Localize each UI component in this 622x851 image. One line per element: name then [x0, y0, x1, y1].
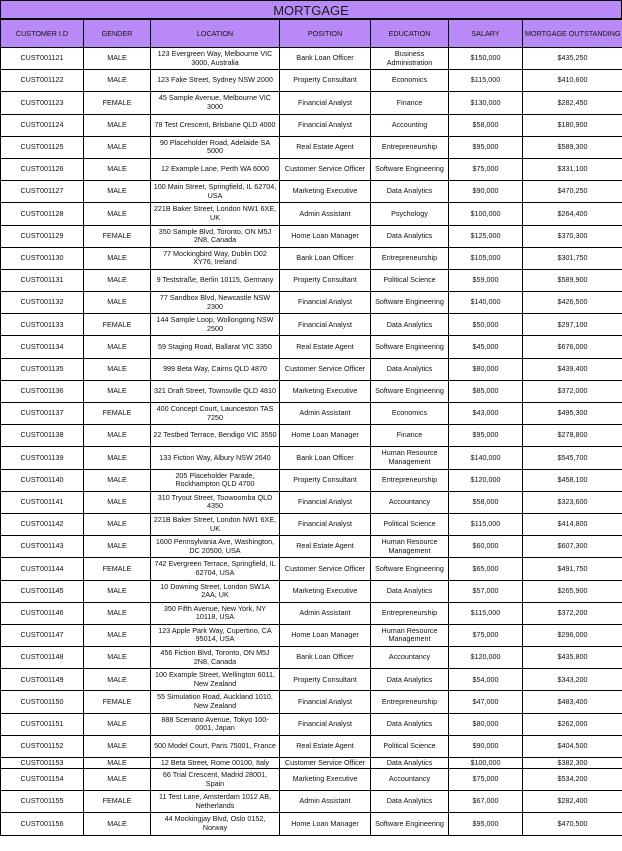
position-cell[interactable]: Bank Loan Officer — [280, 447, 371, 469]
customer-id-cell[interactable]: CUST001129 — [1, 225, 84, 247]
mortgage-cell[interactable]: $282,400 — [523, 791, 622, 813]
position-cell[interactable]: Marketing Executive — [280, 380, 371, 402]
table-row — [1, 813, 622, 835]
salary-cell[interactable]: $58,000 — [449, 114, 523, 136]
table-row — [1, 403, 622, 425]
education-cell[interactable]: Human Resource Management — [371, 536, 449, 558]
position-cell[interactable]: Customer Service Officer — [280, 158, 371, 180]
table-row — [1, 691, 622, 713]
location-cell[interactable]: 1600 Pennsylvania Ave, Washington, DC 20500, USA — [151, 536, 280, 558]
table-row — [1, 358, 622, 380]
gender-cell[interactable]: MALE — [84, 425, 151, 447]
salary-cell[interactable]: $120,000 — [449, 469, 523, 491]
salary-cell[interactable]: $67,000 — [449, 791, 523, 813]
gender-cell[interactable]: MALE — [84, 181, 151, 203]
position-cell[interactable]: Financial Analyst — [280, 513, 371, 535]
customer-id-cell[interactable]: CUST001148 — [1, 647, 84, 669]
position-cell[interactable]: Admin Assistant — [280, 403, 371, 425]
table-row — [1, 114, 622, 136]
mortgage-cell[interactable]: $278,800 — [523, 425, 622, 447]
gender-cell[interactable]: FEMALE — [84, 791, 151, 813]
mortgage-cell[interactable]: $372,000 — [523, 380, 622, 402]
gender-cell[interactable]: MALE — [84, 292, 151, 314]
customer-id-cell[interactable]: CUST001143 — [1, 536, 84, 558]
table-row — [1, 469, 622, 491]
customer-id-cell[interactable]: CUST001147 — [1, 624, 84, 646]
customer-id-cell[interactable]: CUST001123 — [1, 92, 84, 114]
mortgage-cell[interactable]: $676,000 — [523, 336, 622, 358]
gender-cell[interactable]: MALE — [84, 513, 151, 535]
education-cell[interactable]: Human Resource Management — [371, 624, 449, 646]
table-row — [1, 380, 622, 402]
position-cell[interactable]: Home Loan Manager — [280, 813, 371, 835]
table-row — [1, 203, 622, 225]
table-row — [1, 713, 622, 735]
gender-cell[interactable]: MALE — [84, 624, 151, 646]
mortgage-cell[interactable]: $370,300 — [523, 225, 622, 247]
column-header-position[interactable]: POSITION — [280, 20, 371, 48]
salary-cell[interactable]: $75,000 — [449, 624, 523, 646]
location-cell[interactable]: 400 Concept Court, Launceston TAS 7250 — [151, 403, 280, 425]
gender-cell[interactable]: MALE — [84, 247, 151, 269]
customer-id-cell[interactable]: CUST001146 — [1, 602, 84, 624]
salary-cell[interactable]: $59,000 — [449, 269, 523, 291]
customer-id-cell[interactable]: CUST001156 — [1, 813, 84, 835]
mortgage-cell[interactable]: $435,250 — [523, 48, 622, 70]
mortgage-cell[interactable]: $491,750 — [523, 558, 622, 580]
gender-cell[interactable]: MALE — [84, 813, 151, 835]
gender-cell[interactable]: MALE — [84, 136, 151, 158]
education-cell[interactable]: Data Analytics — [371, 791, 449, 813]
salary-cell[interactable]: $95,000 — [449, 136, 523, 158]
table-row — [1, 536, 622, 558]
salary-cell[interactable]: $150,000 — [449, 48, 523, 70]
customer-id-cell[interactable]: CUST001131 — [1, 269, 84, 291]
mortgage-cell[interactable]: $589,900 — [523, 269, 622, 291]
mortgage-cell[interactable]: $372,200 — [523, 602, 622, 624]
position-cell[interactable]: Home Loan Manager — [280, 425, 371, 447]
column-header-gender[interactable]: GENDER — [84, 20, 151, 48]
mortgage-cell[interactable]: $331,100 — [523, 158, 622, 180]
customer-id-cell[interactable]: CUST001152 — [1, 735, 84, 757]
education-cell[interactable]: Data Analytics — [371, 669, 449, 691]
customer-id-cell[interactable]: CUST001130 — [1, 247, 84, 269]
location-cell[interactable]: 66 Trial Crescent, Madrid 28001, Spain — [151, 769, 280, 791]
customer-id-cell[interactable]: CUST001132 — [1, 292, 84, 314]
location-cell[interactable]: 350 Sample Blvd, Toronto, ON M5J 2N8, Canada — [151, 225, 280, 247]
education-cell[interactable]: Software Engineering — [371, 336, 449, 358]
mortgage-cell[interactable]: $296,000 — [523, 624, 622, 646]
mortgage-cell[interactable]: $545,700 — [523, 447, 622, 469]
education-cell[interactable]: Entrepreneurship — [371, 691, 449, 713]
gender-cell[interactable]: MALE — [84, 580, 151, 602]
position-cell[interactable]: Property Consultant — [280, 669, 371, 691]
education-cell[interactable]: Accountancy — [371, 769, 449, 791]
column-header-customer-id[interactable]: CUSTOMER I.D — [1, 20, 84, 48]
salary-cell[interactable]: $140,000 — [449, 447, 523, 469]
salary-cell[interactable]: $50,000 — [449, 314, 523, 336]
mortgage-cell[interactable]: $404,500 — [523, 735, 622, 757]
mortgage-cell[interactable]: $382,300 — [523, 758, 622, 769]
education-cell[interactable]: Entrepreneurship — [371, 469, 449, 491]
customer-id-cell[interactable]: CUST001150 — [1, 691, 84, 713]
customer-id-cell[interactable]: CUST001141 — [1, 491, 84, 513]
salary-cell[interactable]: $115,000 — [449, 602, 523, 624]
gender-cell[interactable]: FEMALE — [84, 225, 151, 247]
salary-cell[interactable]: $120,000 — [449, 647, 523, 669]
position-cell[interactable]: Financial Analyst — [280, 691, 371, 713]
salary-cell[interactable]: $125,000 — [449, 225, 523, 247]
education-cell[interactable]: Data Analytics — [371, 713, 449, 735]
location-cell[interactable]: 456 Fiction Blvd, Toronto, ON M5J 2N8, Canada — [151, 647, 280, 669]
gender-cell[interactable]: MALE — [84, 602, 151, 624]
education-cell[interactable]: Accounting — [371, 114, 449, 136]
education-cell[interactable]: Data Analytics — [371, 580, 449, 602]
mortgage-cell[interactable]: $470,250 — [523, 181, 622, 203]
table-row — [1, 735, 622, 757]
mortgage-cell[interactable]: $483,400 — [523, 691, 622, 713]
customer-id-cell[interactable]: CUST001124 — [1, 114, 84, 136]
customer-id-cell[interactable]: CUST001136 — [1, 380, 84, 402]
table-row — [1, 92, 622, 114]
gender-cell[interactable]: MALE — [84, 647, 151, 669]
education-cell[interactable]: Entrepreneurship — [371, 136, 449, 158]
position-cell[interactable]: Bank Loan Officer — [280, 48, 371, 70]
table-row — [1, 269, 622, 291]
table-row — [1, 158, 622, 180]
gender-cell[interactable]: MALE — [84, 447, 151, 469]
education-cell[interactable]: Economics — [371, 70, 449, 92]
salary-cell[interactable]: $47,000 — [449, 691, 523, 713]
header-row — [1, 20, 622, 48]
location-cell[interactable]: 22 Testbed Terrace, Bendigo VIC 3550 — [151, 425, 280, 447]
salary-cell[interactable]: $57,000 — [449, 580, 523, 602]
position-cell[interactable]: Bank Loan Officer — [280, 647, 371, 669]
gender-cell[interactable]: MALE — [84, 203, 151, 225]
salary-cell[interactable]: $95,000 — [449, 425, 523, 447]
position-cell[interactable]: Property Consultant — [280, 269, 371, 291]
table-row — [1, 558, 622, 580]
mortgage-cell[interactable]: $470,500 — [523, 813, 622, 835]
salary-cell[interactable]: $85,000 — [449, 380, 523, 402]
mortgage-cell[interactable]: $180,900 — [523, 114, 622, 136]
position-cell[interactable]: Bank Loan Officer — [280, 247, 371, 269]
location-cell[interactable]: 221B Baker Street, London NW1 6XE, UK — [151, 513, 280, 535]
location-cell[interactable]: 500 Model Court, Paris 75001, France — [151, 735, 280, 757]
salary-cell[interactable]: $105,000 — [449, 247, 523, 269]
mortgage-cell[interactable]: $607,300 — [523, 536, 622, 558]
table-row — [1, 70, 622, 92]
location-cell[interactable]: 321 Draft Street, Townsville QLD 4810 — [151, 380, 280, 402]
education-cell[interactable]: Data Analytics — [371, 225, 449, 247]
table-row — [1, 336, 622, 358]
education-cell[interactable]: Entrepreneurship — [371, 247, 449, 269]
table-row — [1, 314, 622, 336]
position-cell[interactable]: Financial Analyst — [280, 292, 371, 314]
education-cell[interactable]: Economics — [371, 403, 449, 425]
mortgage-cell[interactable]: $414,800 — [523, 513, 622, 535]
mortgage-table — [0, 19, 622, 836]
customer-id-cell[interactable]: CUST001122 — [1, 70, 84, 92]
mortgage-cell[interactable]: $301,750 — [523, 247, 622, 269]
gender-cell[interactable]: FEMALE — [84, 403, 151, 425]
position-cell[interactable]: Customer Service Officer — [280, 758, 371, 769]
table-row — [1, 447, 622, 469]
position-cell[interactable]: Financial Analyst — [280, 314, 371, 336]
column-header-location[interactable]: LOCATION — [151, 20, 280, 48]
location-cell[interactable]: 133 Fiction Way, Albury NSW 2640 — [151, 447, 280, 469]
position-cell[interactable]: Admin Assistant — [280, 602, 371, 624]
education-cell[interactable]: Software Engineering — [371, 558, 449, 580]
customer-id-cell[interactable]: CUST001138 — [1, 425, 84, 447]
mortgage-cell[interactable]: $264,400 — [523, 203, 622, 225]
column-header-mortgage-outstanding[interactable]: MORTGAGE OUTSTANDING — [523, 20, 622, 48]
mortgage-cell[interactable]: $534,200 — [523, 769, 622, 791]
position-cell[interactable]: Marketing Executive — [280, 580, 371, 602]
table-row — [1, 425, 622, 447]
gender-cell[interactable]: MALE — [84, 336, 151, 358]
mortgage-cell[interactable]: $458,100 — [523, 469, 622, 491]
table-row — [1, 491, 622, 513]
position-cell[interactable]: Marketing Executive — [280, 181, 371, 203]
education-cell[interactable]: Data Analytics — [371, 358, 449, 380]
gender-cell[interactable]: MALE — [84, 536, 151, 558]
gender-cell[interactable]: MALE — [84, 48, 151, 70]
education-cell[interactable]: Political Science — [371, 513, 449, 535]
mortgage-cell[interactable]: $589,300 — [523, 136, 622, 158]
column-header-education[interactable]: EDUCATION — [371, 20, 449, 48]
gender-cell[interactable]: FEMALE — [84, 558, 151, 580]
mortgage-cell[interactable]: $410,600 — [523, 70, 622, 92]
gender-cell[interactable]: MALE — [84, 469, 151, 491]
table-row — [1, 247, 622, 269]
position-cell[interactable]: Property Consultant — [280, 469, 371, 491]
location-cell[interactable]: 12 Beta Street, Rome 00100, Italy — [151, 758, 280, 769]
customer-id-cell[interactable]: CUST001134 — [1, 336, 84, 358]
position-cell[interactable]: Real Estate Agent — [280, 536, 371, 558]
customer-id-cell[interactable]: CUST001154 — [1, 769, 84, 791]
education-cell[interactable]: Data Analytics — [371, 181, 449, 203]
table-row — [1, 602, 622, 624]
gender-cell[interactable]: MALE — [84, 713, 151, 735]
location-cell[interactable]: 221B Baker Street, London NW1 6XE, UK — [151, 203, 280, 225]
location-cell[interactable]: 45 Sample Avenue, Melbourne VIC 3000 — [151, 92, 280, 114]
customer-id-cell[interactable]: CUST001126 — [1, 158, 84, 180]
location-cell[interactable]: 123 Evergreen Way, Melbourne VIC 3000, Australia — [151, 48, 280, 70]
salary-cell[interactable]: $80,000 — [449, 358, 523, 380]
location-cell[interactable]: 55 Simulation Road, Auckland 1010, New Zealand — [151, 691, 280, 713]
table-row — [1, 136, 622, 158]
customer-id-cell[interactable]: CUST001151 — [1, 713, 84, 735]
position-cell[interactable]: Financial Analyst — [280, 114, 371, 136]
location-cell[interactable]: 78 Test Crescent, Brisbane QLD 4000 — [151, 114, 280, 136]
location-cell[interactable]: 742 Evergreen Terrace, Springfield, IL 62704, USA — [151, 558, 280, 580]
position-cell[interactable]: Financial Analyst — [280, 92, 371, 114]
position-cell[interactable]: Home Loan Manager — [280, 225, 371, 247]
gender-cell[interactable]: MALE — [84, 758, 151, 769]
position-cell[interactable]: Real Estate Agent — [280, 735, 371, 757]
customer-id-cell[interactable]: CUST001140 — [1, 469, 84, 491]
table-row — [1, 181, 622, 203]
education-cell[interactable]: Data Analytics — [371, 758, 449, 769]
education-cell[interactable]: Software Engineering — [371, 158, 449, 180]
sheet-title: MORTGAGE — [0, 0, 622, 19]
salary-cell[interactable]: $140,000 — [449, 292, 523, 314]
gender-cell[interactable]: MALE — [84, 114, 151, 136]
location-cell[interactable]: 100 Example Street, Wellington 6011, New Zealand — [151, 669, 280, 691]
table-row — [1, 292, 622, 314]
location-cell[interactable]: 9 Teststraße, Berlin 10115, Germany — [151, 269, 280, 291]
education-cell[interactable]: Human Resource Management — [371, 447, 449, 469]
customer-id-cell[interactable]: CUST001121 — [1, 48, 84, 70]
salary-cell[interactable]: $65,000 — [449, 558, 523, 580]
salary-cell[interactable]: $54,000 — [449, 669, 523, 691]
education-cell[interactable]: Software Engineering — [371, 813, 449, 835]
customer-id-cell[interactable]: CUST001149 — [1, 669, 84, 691]
salary-cell[interactable]: $100,000 — [449, 203, 523, 225]
customer-id-cell[interactable]: CUST001153 — [1, 758, 84, 769]
customer-id-cell[interactable]: CUST001144 — [1, 558, 84, 580]
education-cell[interactable]: Software Engineering — [371, 292, 449, 314]
gender-cell[interactable]: MALE — [84, 70, 151, 92]
location-cell[interactable]: 144 Sample Loop, Wollongong NSW 2500 — [151, 314, 280, 336]
education-cell[interactable]: Political Science — [371, 269, 449, 291]
mortgage-cell[interactable]: $435,800 — [523, 647, 622, 669]
location-cell[interactable]: 350 Fifth Avenue, New York, NY 10118, USA — [151, 602, 280, 624]
column-header-salary[interactable]: SALARY — [449, 20, 523, 48]
location-cell[interactable]: 100 Main Street, Springfield, IL 62704, USA — [151, 181, 280, 203]
education-cell[interactable]: Entrepreneurship — [371, 602, 449, 624]
salary-cell[interactable]: $90,000 — [449, 181, 523, 203]
customer-id-cell[interactable]: CUST001139 — [1, 447, 84, 469]
salary-cell[interactable]: $43,000 — [449, 403, 523, 425]
mortgage-cell[interactable]: $426,500 — [523, 292, 622, 314]
customer-id-cell[interactable]: CUST001135 — [1, 358, 84, 380]
education-cell[interactable]: Finance — [371, 425, 449, 447]
gender-cell[interactable]: FEMALE — [84, 92, 151, 114]
location-cell[interactable]: 123 Fake Street, Sydney NSW 2000 — [151, 70, 280, 92]
customer-id-cell[interactable]: CUST001142 — [1, 513, 84, 535]
gender-cell[interactable]: MALE — [84, 358, 151, 380]
customer-id-cell[interactable]: CUST001125 — [1, 136, 84, 158]
education-cell[interactable]: Accountancy — [371, 647, 449, 669]
customer-id-cell[interactable]: CUST001133 — [1, 314, 84, 336]
location-cell[interactable]: 77 Sandbox Blvd, Newcastle NSW 2300 — [151, 292, 280, 314]
customer-id-cell[interactable]: CUST001128 — [1, 203, 84, 225]
location-cell[interactable]: 999 Beta Way, Cairns QLD 4870 — [151, 358, 280, 380]
gender-cell[interactable]: MALE — [84, 269, 151, 291]
salary-cell[interactable]: $45,000 — [449, 336, 523, 358]
gender-cell[interactable]: MALE — [84, 669, 151, 691]
location-cell[interactable]: 59 Staging Road, Ballarat VIC 3350 — [151, 336, 280, 358]
mortgage-cell[interactable]: $323,600 — [523, 491, 622, 513]
table-body — [1, 48, 622, 836]
salary-cell[interactable]: $58,000 — [449, 491, 523, 513]
customer-id-cell[interactable]: CUST001127 — [1, 181, 84, 203]
table-row — [1, 580, 622, 602]
mortgage-cell[interactable]: $262,000 — [523, 713, 622, 735]
gender-cell[interactable]: MALE — [84, 769, 151, 791]
gender-cell[interactable]: MALE — [84, 491, 151, 513]
location-cell[interactable]: 77 Mockingbird Way, Dublin D02 XY76, Ireland — [151, 247, 280, 269]
gender-cell[interactable]: FEMALE — [84, 691, 151, 713]
location-cell[interactable]: 44 Mockingjay Blvd, Oslo 0152, Norway — [151, 813, 280, 835]
location-cell[interactable]: 12 Example Lane, Perth WA 6000 — [151, 158, 280, 180]
gender-cell[interactable]: MALE — [84, 380, 151, 402]
table-row — [1, 758, 622, 769]
mortgage-cell[interactable]: $297,100 — [523, 314, 622, 336]
salary-cell[interactable]: $100,000 — [449, 758, 523, 769]
mortgage-cell[interactable]: $343,200 — [523, 669, 622, 691]
education-cell[interactable]: Political Science — [371, 735, 449, 757]
location-cell[interactable]: 310 Tryout Street, Toowoomba QLD 4350 — [151, 491, 280, 513]
position-cell[interactable]: Admin Assistant — [280, 203, 371, 225]
position-cell[interactable]: Home Loan Manager — [280, 624, 371, 646]
salary-cell[interactable]: $130,000 — [449, 92, 523, 114]
location-cell[interactable]: 11 Test Lane, Amsterdam 1012 AB, Netherlands — [151, 791, 280, 813]
position-cell[interactable]: Real Estate Agent — [280, 136, 371, 158]
salary-cell[interactable]: $90,000 — [449, 735, 523, 757]
location-cell[interactable]: 90 Placeholder Road, Adelaide SA 5000 — [151, 136, 280, 158]
salary-cell[interactable]: $115,000 — [449, 70, 523, 92]
salary-cell[interactable]: $95,000 — [449, 813, 523, 835]
salary-cell[interactable]: $75,000 — [449, 158, 523, 180]
position-cell[interactable]: Financial Analyst — [280, 713, 371, 735]
position-cell[interactable]: Marketing Executive — [280, 769, 371, 791]
mortgage-cell[interactable]: $439,400 — [523, 358, 622, 380]
gender-cell[interactable]: MALE — [84, 158, 151, 180]
table-row — [1, 48, 622, 70]
location-cell[interactable]: 10 Downing Street, London SW1A 2AA, UK — [151, 580, 280, 602]
education-cell[interactable]: Accountancy — [371, 491, 449, 513]
position-cell[interactable]: Admin Assistant — [280, 791, 371, 813]
customer-id-cell[interactable]: CUST001137 — [1, 403, 84, 425]
salary-cell[interactable]: $80,000 — [449, 713, 523, 735]
customer-id-cell[interactable]: CUST001155 — [1, 791, 84, 813]
education-cell[interactable]: Psychology — [371, 203, 449, 225]
salary-cell[interactable]: $75,000 — [449, 769, 523, 791]
position-cell[interactable]: Property Consultant — [280, 70, 371, 92]
gender-cell[interactable]: MALE — [84, 735, 151, 757]
location-cell[interactable]: 205 Placeholder Parade, Rockhampton QLD 4700 — [151, 469, 280, 491]
location-cell[interactable]: 123 Apple Park Way, Cupertino, CA 95014, USA — [151, 624, 280, 646]
mortgage-cell[interactable]: $282,450 — [523, 92, 622, 114]
mortgage-cell[interactable]: $265,900 — [523, 580, 622, 602]
position-cell[interactable]: Real Estate Agent — [280, 336, 371, 358]
education-cell[interactable]: Finance — [371, 92, 449, 114]
salary-cell[interactable]: $115,000 — [449, 513, 523, 535]
gender-cell[interactable]: FEMALE — [84, 314, 151, 336]
table-row — [1, 769, 622, 791]
position-cell[interactable]: Customer Service Officer — [280, 358, 371, 380]
mortgage-cell[interactable]: $495,300 — [523, 403, 622, 425]
education-cell[interactable]: Software Engineering — [371, 380, 449, 402]
table-row — [1, 225, 622, 247]
table-row — [1, 669, 622, 691]
customer-id-cell[interactable]: CUST001145 — [1, 580, 84, 602]
table-row — [1, 791, 622, 813]
table-row — [1, 513, 622, 535]
education-cell[interactable]: Data Analytics — [371, 314, 449, 336]
table-row — [1, 624, 622, 646]
table-row — [1, 647, 622, 669]
education-cell[interactable]: Business Administration — [371, 48, 449, 70]
salary-cell[interactable]: $60,000 — [449, 536, 523, 558]
position-cell[interactable]: Financial Analyst — [280, 491, 371, 513]
position-cell[interactable]: Customer Service Officer — [280, 558, 371, 580]
location-cell[interactable]: 888 Scenario Avenue, Tokyo 100-0001, Japan — [151, 713, 280, 735]
